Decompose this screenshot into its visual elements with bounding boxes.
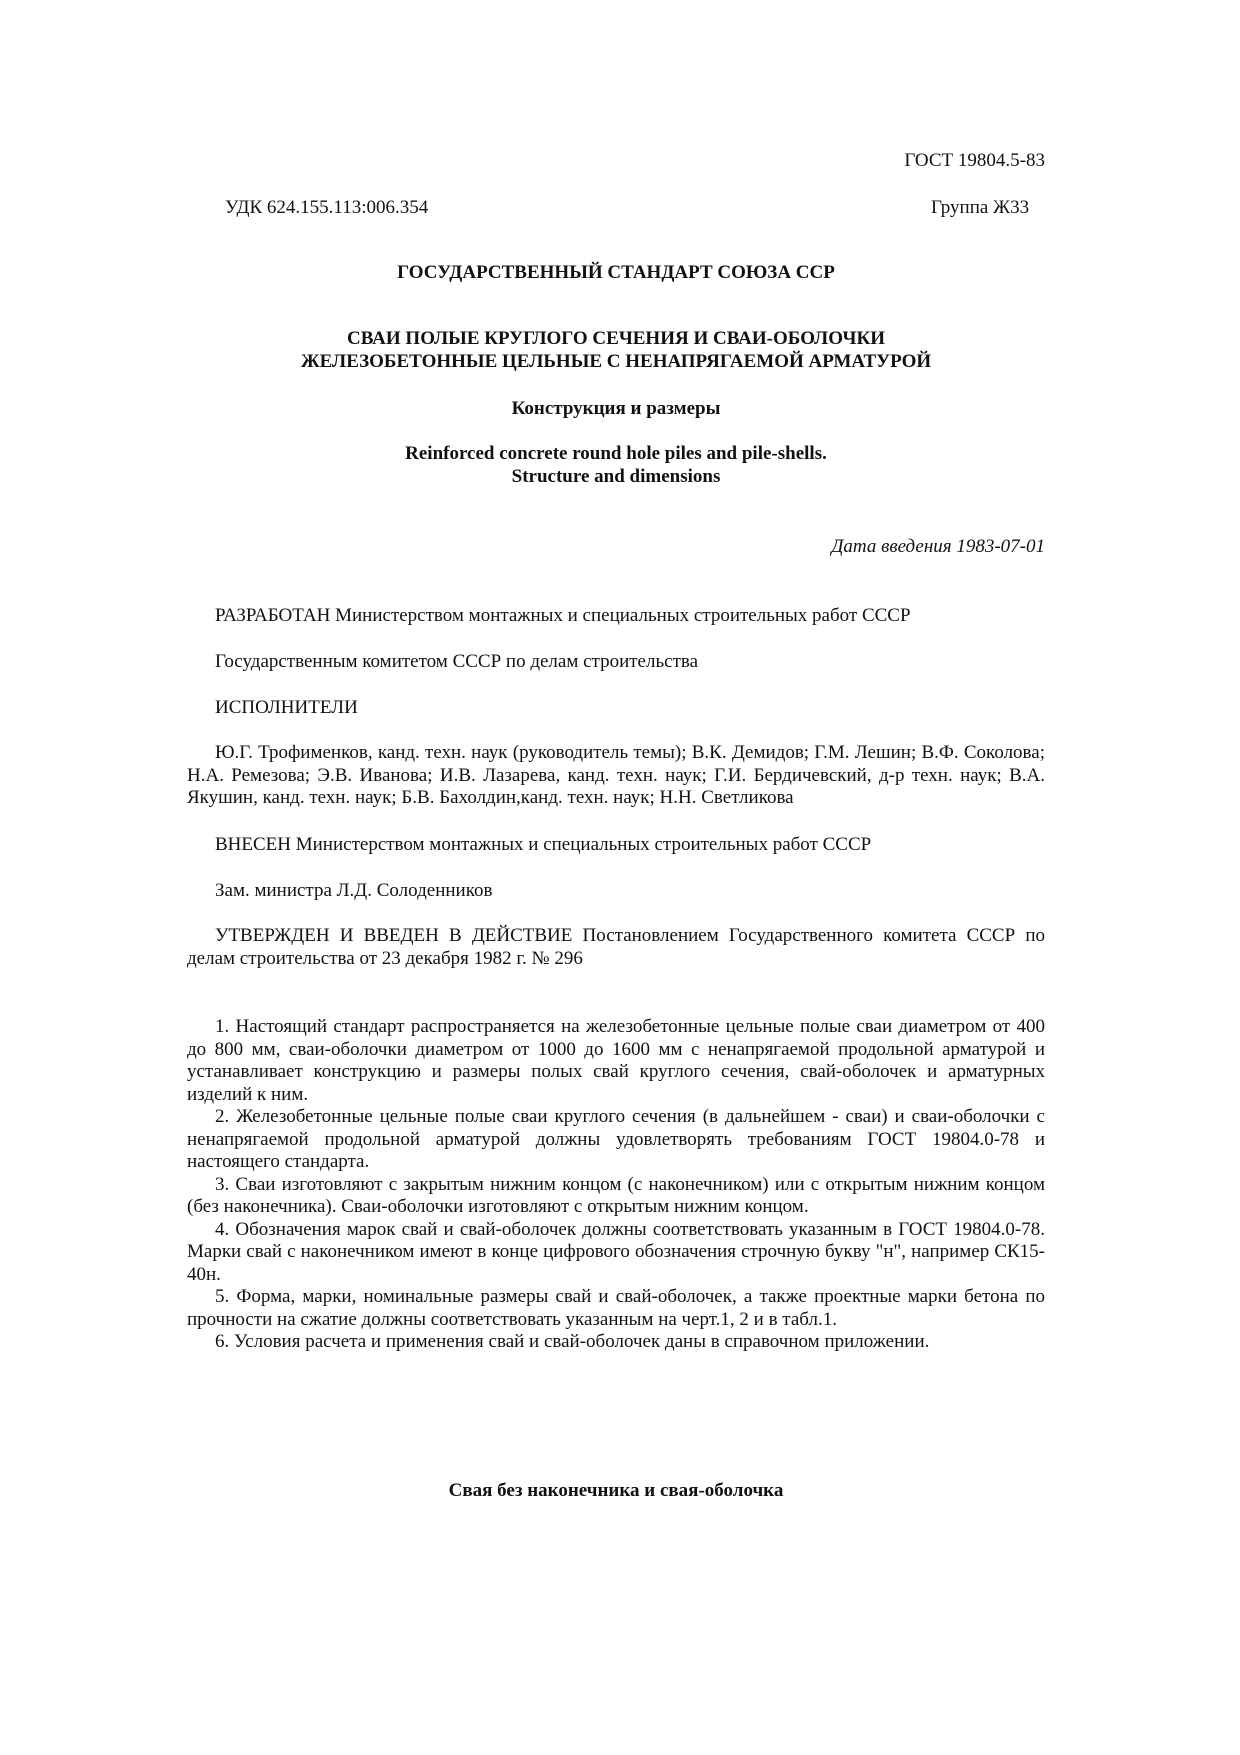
gost-number: ГОСТ 19804.5-83 [904,150,1045,171]
subtitle: Конструкция и размеры [511,398,721,419]
clause-6: 6. Условия расчета и применения свай и свай-оболочек даны в справочном приложении. [215,1331,930,1352]
clauses-list [187,1016,1045,1354]
clause-1: 1. Настоящий стандарт распространяется на железобетонные цельные полые сваи диаметром от 400 до 800 мм, сваи-оболочки диаметром от 1000 до 1600 мм с ненапрягаемой продольной арматурой и устанавливает конструкцию и размеры полых свай круглого сечения, свай-оболочек и арматурных изделий к ним. [187,1016,1045,1105]
approved-by: УТВЕРЖДЕН И ВВЕДЕН В ДЕЙСТВИЕ Постановлением Государственного комитета СССР по делам строительства от 23 декабря 1982 г. № 296 [187,925,1045,969]
executors-heading: ИСПОЛНИТЕЛИ [215,697,358,718]
english-title-line-2: Structure and dimensions [511,466,721,487]
clause-5: 5. Форма, марки, номинальные размеры свай и свай-оболочек, а также проектные марки бетона по прочности на сжатие должны соответствовать указанным на черт.1, 2 и в табл.1. [187,1286,1045,1330]
developed-by: РАЗРАБОТАН Министерством монтажных и специальных строительных работ СССР [215,605,911,626]
clause-2: 2. Железобетонные цельные полые сваи круглого сечения (в дальнейшем - сваи) и сваи-оболочки с ненапрягаемой продольной арматурой должны удовлетворять требованиям ГОСТ 19804.0-78 и настоящего стандарта. [187,1106,1045,1172]
main-title-line-1: СВАИ ПОЛЫЕ КРУГЛОГО СЕЧЕНИЯ И СВАИ-ОБОЛОЧКИ [346,328,886,349]
clause-3: 3. Сваи изготовляют с закрытым нижним концом (с наконечником) или с открытым нижним концом (без наконечника). Сваи-оболочки изготовляют с открытым нижним концом. [187,1173,1045,1217]
udk-code: УДК 624.155.113:006.354 [225,197,429,218]
main-title-line-2: ЖЕЛЕЗОБЕТОННЫЕ ЦЕЛЬНЫЕ С НЕНАПРЯГАЕМОЙ АРМАТУРОЙ [300,351,932,372]
introduction-date: Дата введения 1983-07-01 [831,536,1045,557]
clause-4: 4. Обозначения марок свай и свай-оболочек должны соответствовать указанным в ГОСТ 19804.0-78. Марки свай с наконечником имеют в конце цифрового обозначения строчную букву "н", например СК15-40н. [187,1218,1045,1285]
figure-caption: Свая без наконечника и свая-оболочка [448,1480,784,1501]
executors-list: Ю.Г. Трофименков, канд. техн. наук (руководитель темы); В.К. Демидов; Г.М. Лешин; В.Ф. Соколова; Н.А. Ремезова; Э.В. Иванова; И.В. Лазарева, канд. техн. наук; Г.И. Бердичевский, д-р техн. наук; В.А. Якушин, канд. техн. наук; Б.В. Бахолдин,канд. техн. наук; Н.Н. Светликова [187,742,1045,808]
group-code: Группа Ж33 [931,197,1030,218]
english-title-line-1: Reinforced concrete round hole piles and pile-shells. [405,443,827,464]
committee: Государственным комитетом СССР по делам строительства [215,651,699,672]
standard-title: ГОСУДАРСТВЕННЫЙ СТАНДАРТ СОЮЗА ССР [397,262,835,283]
introduced-by: ВНЕСЕН Министерством монтажных и специальных строительных работ СССР [215,834,872,855]
deputy-minister: Зам. министра Л.Д. Солоденников [215,880,493,901]
